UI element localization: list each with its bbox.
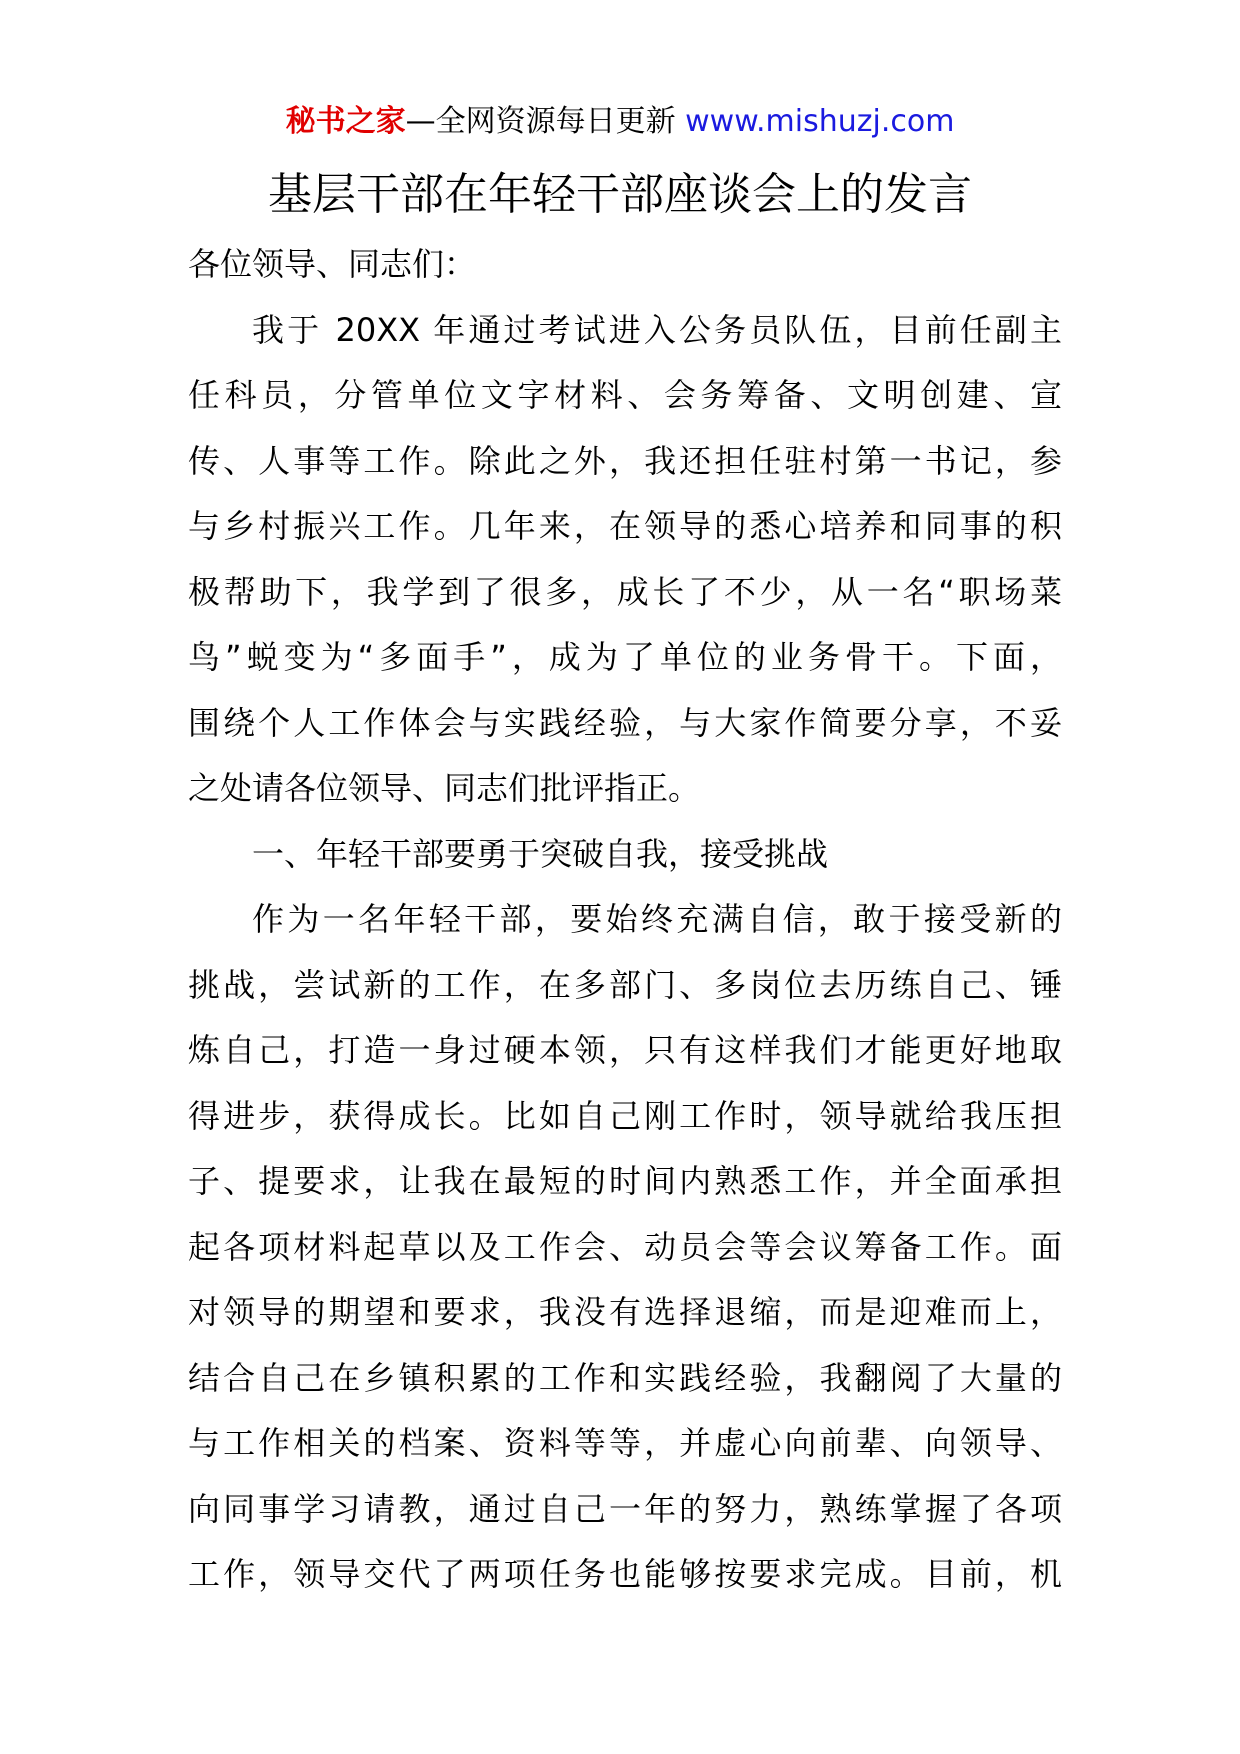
paragraph-line: 挑战，尝试新的工作，在多部门、多岗位去历练自己、锤	[188, 965, 1062, 1004]
paragraph-line: 之处请各位领导、同志们批评指正。	[188, 769, 701, 807]
salutation: 各位领导、同志们：	[188, 245, 477, 283]
paragraph-line: 得进步，获得成长。比如自己刚工作时，领导就给我压担	[188, 1096, 1062, 1135]
paragraph-line: 极帮助下，我学到了很多，成长了不少，从一名“职场菜	[188, 572, 1062, 611]
paragraph-line: 结合自己在乡镇积累的工作和实践经验，我翻阅了大量的	[188, 1358, 1062, 1397]
brand-name: 秘书之家	[285, 104, 406, 139]
paragraph-line: 作为一名年轻干部，要始终充满自信，敢于接受新的	[252, 900, 1062, 938]
paragraph-line: 与工作相关的档案、资料等等，并虚心向前辈、向领导、	[188, 1424, 1062, 1462]
paragraph-line: 围绕个人工作体会与实践经验，与大家作简要分享，不妥	[188, 703, 1062, 742]
paragraph-line: 对领导的期望和要求，我没有选择退缩，而是迎难而上，	[188, 1293, 1062, 1331]
paragraph-line: 我于 20XX 年通过考试进入公务员队伍，目前任副主	[252, 310, 1062, 349]
section-heading: 一、年轻干部要勇于突破自我，接受挑战	[252, 834, 829, 873]
paragraph-line: 炼自己，打造一身过硬本领，只有这样我们才能更好地取	[188, 1031, 1062, 1069]
paragraph-line: 起各项材料起草以及工作会、动员会等会议筹备工作。面	[188, 1227, 1062, 1266]
header-slogan: —全网资源每日更新	[405, 104, 676, 139]
paragraph-line: 鸟”蜕变为“多面手”，成为了单位的业务骨干。下面，	[188, 638, 1062, 676]
paragraph-line: 子、提要求，让我在最短的时间内熟悉工作，并全面承担	[188, 1162, 1062, 1200]
paragraph-line: 任科员，分管单位文字材料、会务筹备、文明创建、宣	[188, 376, 1062, 414]
document-title: 基层干部在年轻干部座谈会上的发言	[268, 169, 972, 220]
paragraph-line: 工作，领导交代了两项任务也能够按要求完成。目前，机	[188, 1555, 1062, 1593]
site-url-link[interactable]: www.mishuzj.com	[685, 104, 955, 139]
paragraph-line: 传、人事等工作。除此之外，我还担任驻村第一书记，参	[188, 441, 1062, 480]
paragraph-line: 与乡村振兴工作。几年来，在领导的悉心培养和同事的积	[188, 507, 1062, 545]
paragraph-line: 向同事学习请教，通过自己一年的努力，熟练掌握了各项	[188, 1489, 1062, 1528]
site-header	[0, 100, 1240, 144]
document-body	[188, 232, 1062, 1608]
